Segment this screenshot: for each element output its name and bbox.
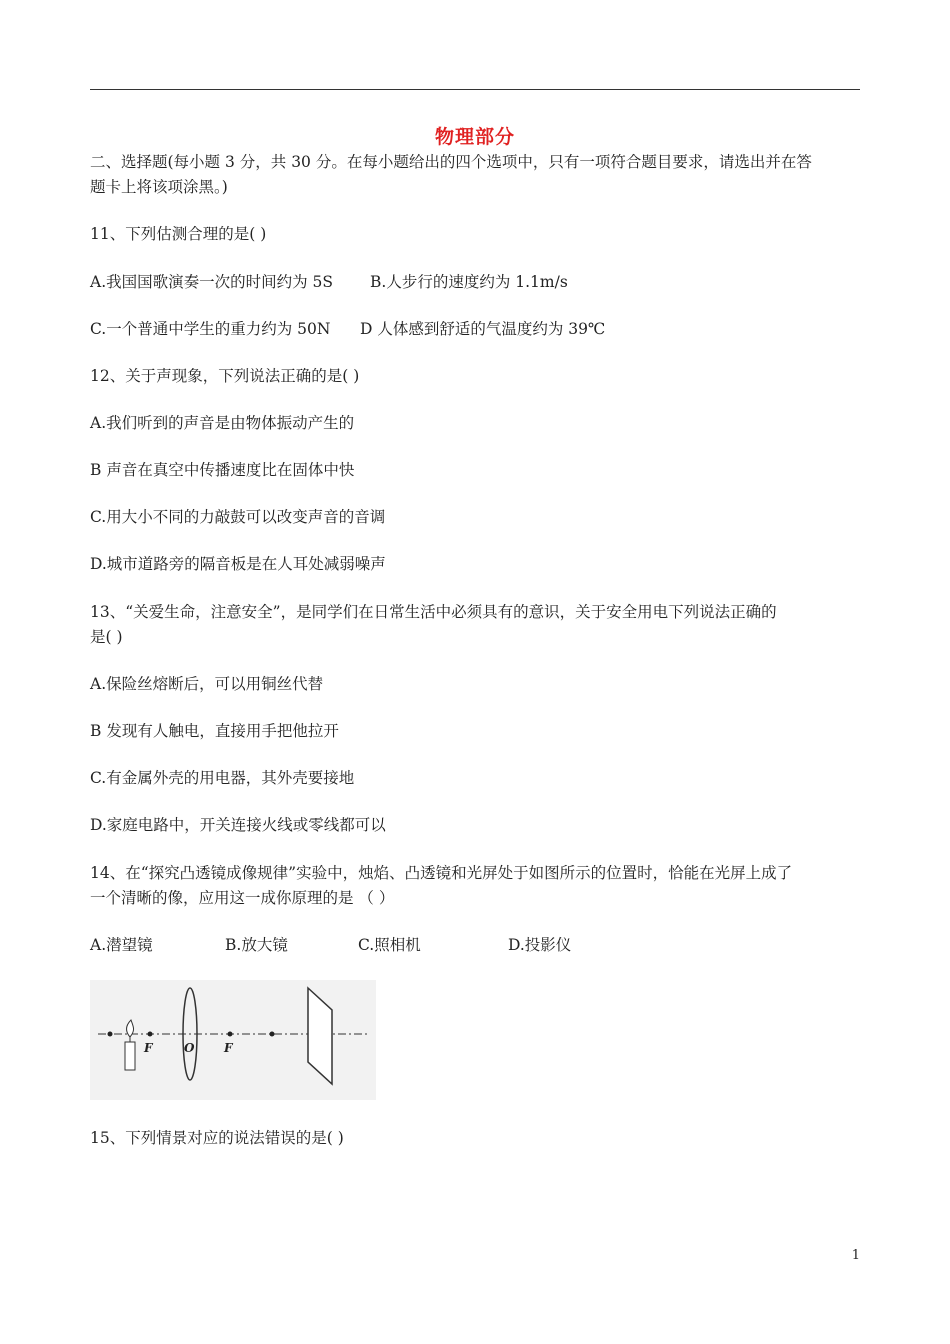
q11-stem: 11、下列估测合理的是( ) [90,225,267,243]
candle-icon [125,1020,135,1070]
axis-point-2f-right [270,1032,275,1037]
q12-option-b: B 声音在真空中传播速度比在固体中快 [90,461,355,479]
q13-option-a: A.保险丝熔断后，可以用铜丝代替 [90,675,324,693]
label-f-left: F [144,1041,153,1055]
label-f-right: F [224,1041,233,1055]
q14-option-a: A.潜望镜 [90,936,153,954]
focal-point-left [148,1032,153,1037]
instructions-line-1: 二、选择题(每小题 3 分，共 30 分。在每小题给出的四个选项中，只有一项符合题目要求，请选出并在答 [90,153,812,171]
q11-option-c: C.一个普通中学生的重力约为 50N [90,320,331,338]
header-rule [90,89,860,90]
axis-point-2f-left [108,1032,113,1037]
section-title: 物理部分 [434,126,515,148]
q12-option-d: D.城市道路旁的隔音板是在人耳处减弱噪声 [90,555,386,573]
q13-stem-line-1: 13、“关爱生命，注意安全”，是同学们在日常生活中必须具有的意识，关于安全用电下列说法正确的 [90,603,777,621]
q11-option-d: D 人体感到舒适的气温度约为 39℃ [360,320,606,338]
lens-experiment-figure [90,980,376,1100]
q11-option-b: B.人步行的速度约为 1.1m/s [370,273,568,291]
q14-stem-line-2: 一个清晰的像，应用这一成你原理的是 （ ） [90,889,395,907]
focal-point-right [228,1032,233,1037]
q11-option-a: A.我国国歌演奏一次的时间约为 5S [90,273,334,291]
q15-stem: 15、下列情景对应的说法错误的是( ) [90,1129,344,1147]
q13-option-c: C.有金属外壳的用电器，其外壳要接地 [90,769,355,787]
q14-option-b: B.放大镜 [225,936,288,954]
q14-option-d: D.投影仪 [508,936,572,954]
label-o: O [184,1041,195,1055]
q13-option-b: B 发现有人触电，直接用手把他拉开 [90,722,339,740]
page-number: 1 [851,1248,860,1263]
q12-stem: 12、关于声现象，下列说法正确的是( ) [90,367,360,385]
q14-option-c: C.照相机 [358,936,421,954]
q13-stem-line-2: 是( ) [90,628,123,646]
q12-option-c: C.用大小不同的力敲鼓可以改变声音的音调 [90,508,386,526]
q12-option-a: A.我们听到的声音是由物体振动产生的 [90,414,355,432]
instructions-line-2: 题卡上将该项涂黑。) [90,178,228,196]
q13-option-d: D.家庭电路中，开关连接火线或零线都可以 [90,816,386,834]
light-screen [308,988,332,1084]
q14-stem-line-1: 14、在“探究凸透镜成像规律”实验中，烛焰、凸透镜和光屏处于如图所示的位置时，恰能在光屏上成了 [90,864,793,882]
